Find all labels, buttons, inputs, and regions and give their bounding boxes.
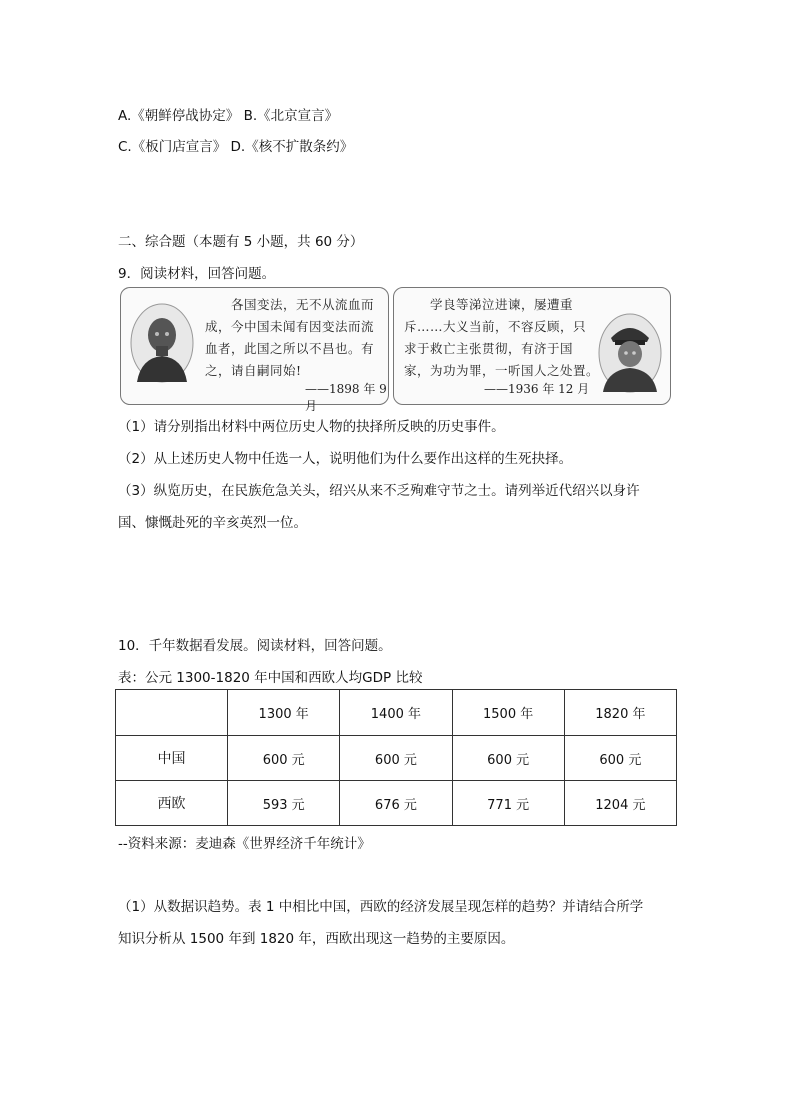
table-cell: 771 元 [452,781,564,826]
table-cell: 593 元 [228,781,340,826]
right-quote-date: ——1936 年 12 月 [484,382,590,396]
table-cell: 600 元 [340,736,452,781]
question-10-sub-1-line-1: （1）从数据识趋势。表 1 中相比中国，西欧的经济发展呈现怎样的趋势？并请结合所学 [118,899,644,915]
question-10-sub-1-line-2: 知识分析从 1500 年到 1820 年，西欧出现这一趋势的主要原因。 [118,931,515,947]
table-row-label: 中国 [116,736,228,781]
left-quote-line-1: 各国变法，无不从流血而 [231,297,375,312]
material-image [120,287,671,413]
question-9-sub-3-line-2: 国、慷慨赴死的辛亥英烈一位。 [118,515,307,531]
question-9-sub-1: （1）请分别指出材料中两位历史人物的抉择所反映的历史事件。 [118,419,505,435]
table-header-cell: 1500 年 [452,690,564,736]
table-header-cell [116,690,228,736]
portrait-zhang-xueliang-icon [597,312,663,394]
table-source: --资料来源：麦迪森《世界经济千年统计》 [118,836,371,852]
table-row [116,736,677,781]
right-quote-line-4: 家，为功为罪，一听国人之处置。 [404,363,600,378]
left-quote-date: ——1898 年 9 月 [305,382,387,413]
table-header-cell: 1820 年 [564,690,676,736]
table-row [116,781,677,826]
right-quote-line-3: 求于救亡主张贯彻，有济于国 [404,341,574,356]
gdp-comparison-table [115,689,677,826]
table-cell: 600 元 [452,736,564,781]
left-quote-line-2: 成，今中国未闻有因变法而流 [205,319,375,334]
choice-line-cd: C.《板门店宣言》 D.《核不扩散条约》 [118,139,354,155]
choice-line-ab: A.《朝鲜停战协定》 B.《北京宣言》 [118,108,339,124]
section-title: 二、综合题（本题有 5 小题，共 60 分） [118,234,364,250]
right-quote-line-1: 学良等涕泣进谏，屡遭重 [430,297,574,312]
left-quote-line-3: 血者，此国之所以不昌也。有 [205,341,375,356]
portrait-tan-sitong-icon [129,302,195,384]
material-panel-zhang-xueliang [393,287,671,405]
table-header-row [116,690,677,736]
table-row-label: 西欧 [116,781,228,826]
question-9-sub-3-line-1: （3）纵览历史，在民族危急关头，绍兴从来不乏殉难守节之士。请列举近代绍兴以身许 [118,483,640,499]
material-panel-tan-sitong [120,287,389,413]
question-9-sub-2: （2）从上述历史人物中任选一人，说明他们为什么要作出这样的生死抉择。 [118,451,573,467]
table-cell: 676 元 [340,781,452,826]
table-cell: 1204 元 [564,781,676,826]
right-quote-line-2: 斥……大义当前，不容反顾，只 [404,319,587,334]
table-header-cell: 1400 年 [340,690,452,736]
left-quote-line-4: 之，请自嗣同始! [205,363,302,378]
table-header-cell: 1300 年 [228,690,340,736]
table-caption: 表：公元 1300-1820 年中国和西欧人均GDP 比较 [118,670,423,686]
table-cell: 600 元 [228,736,340,781]
table-cell: 600 元 [564,736,676,781]
question-9-stem: 9．阅读材料，回答问题。 [118,266,276,282]
question-10-stem: 10．千年数据看发展。阅读材料，回答问题。 [118,638,392,654]
